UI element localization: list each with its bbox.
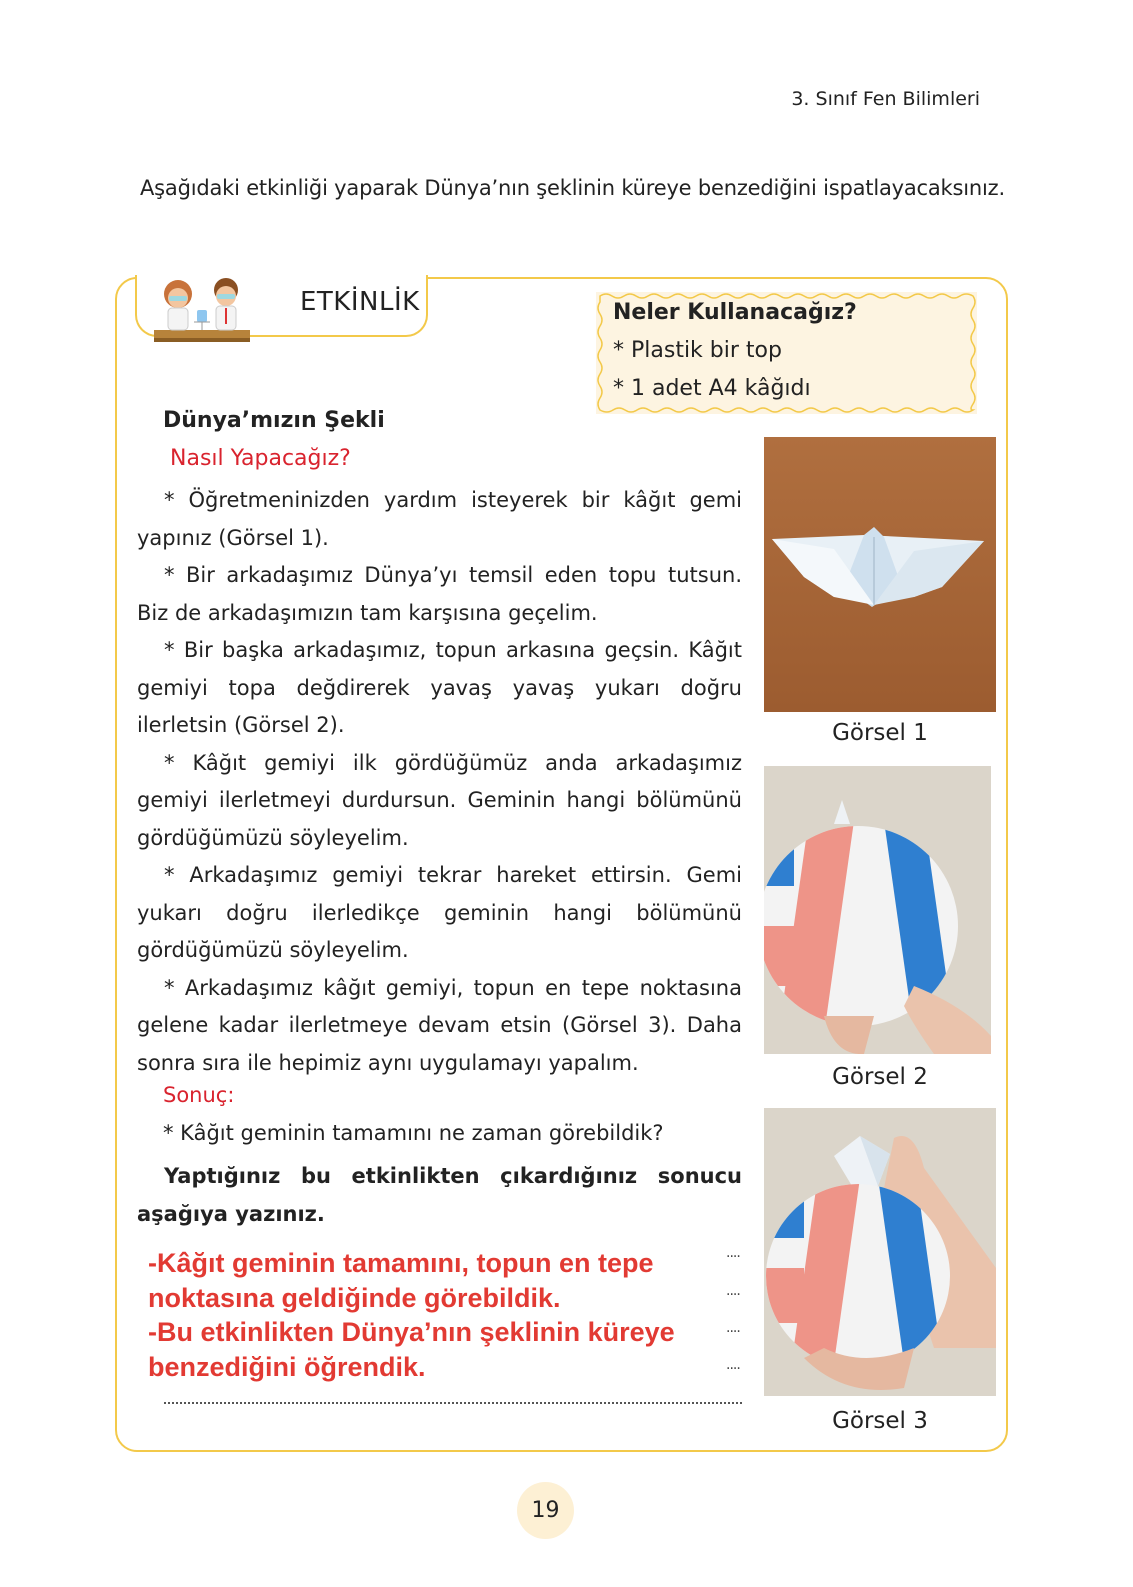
writing-line <box>164 1402 742 1404</box>
activity-title: Dünya’mızın Şekli <box>163 408 385 433</box>
result-question: * Kâğıt geminin tamamını ne zaman görebildik? <box>163 1121 664 1145</box>
howto-heading: Nasıl Yapacağız? <box>170 446 351 471</box>
answer-line: noktasına geldiğinde görebildik. <box>148 1282 561 1313</box>
step: * Bir başka arkadaşımız, topun arkasına geçsin. Kâğıt gemiyi topa değdirerek yavaş yavaş yukarı doğru ilerletsin (Görsel 2). <box>137 638 742 737</box>
writing-dots: .... <box>726 1357 740 1373</box>
scientist-kids-icon <box>150 272 252 346</box>
instruction-text: Yaptığınız bu etkinlikten çıkardığınız sonucu aşağıya yazınız. <box>137 1164 742 1226</box>
answer-line: -Bu etkinlikten Dünya’nın şeklinin küreye <box>148 1317 675 1347</box>
photo-caption: Görsel 1 <box>832 720 928 746</box>
materials-title: Neler Kullanacağız? <box>613 300 857 325</box>
page-number: 19 <box>517 1482 574 1539</box>
photo-caption: Görsel 2 <box>832 1064 928 1090</box>
answer-text <box>148 1246 738 1384</box>
answer-line: -Kâğıt geminin tamamını, topun en tepe <box>148 1248 654 1278</box>
photo-caption: Görsel 3 <box>832 1408 928 1434</box>
steps-list <box>137 482 742 1082</box>
step: * Kâğıt gemiyi ilk gördüğümüz anda arkadaşımız gemiyi ilerletmeyi durdursun. Geminin hangi bölümünü gördüğümüzü söyleyelim. <box>137 750 742 850</box>
photo-ball-boat-tip <box>764 766 991 1054</box>
materials-box <box>596 292 977 414</box>
activity-tab-label: ETKİNLİK <box>300 287 420 317</box>
writing-dots: .... <box>726 1283 740 1299</box>
writing-dots: .... <box>726 1245 740 1261</box>
step: * Öğretmeninizden yardım isteyerek bir kâğıt gemi yapınız (Görsel 1). <box>137 488 742 550</box>
subject-header: 3. Sınıf Fen Bilimleri <box>791 88 980 110</box>
answer-line: benzediğini öğrendik. <box>148 1351 426 1382</box>
result-heading: Sonuç: <box>163 1083 235 1107</box>
intro-text: Aşağıdaki etkinliği yaparak Dünya’nın şeklinin küreye benzediğini ispatlayacaksınız. <box>140 176 1005 200</box>
photo-paper-boat <box>764 437 996 712</box>
material-item: * Plastik bir top <box>613 338 782 363</box>
writing-dots: .... <box>726 1320 740 1336</box>
photo-ball-boat-top <box>764 1108 996 1396</box>
material-item: * 1 adet A4 kâğıdı <box>613 376 811 401</box>
step: * Arkadaşımız gemiyi tekrar hareket ettirsin. Gemi yukarı doğru ilerledikçe geminin hangi bölümünü gördüğümüzü söyleyelim. <box>137 863 742 962</box>
step: * Bir arkadaşımız Dünya’yı temsil eden topu tutsun. Biz de arkadaşımızın tam karşısına geçelim. <box>137 563 742 625</box>
write-instruction <box>137 1158 742 1233</box>
step: * Arkadaşımız kâğıt gemiyi, topun en tepe noktasına gelene kadar ilerletmeye devam etsin (Görsel 3). Daha sonra sıra ile hepimiz aynı uygulamayı yapalım. <box>137 975 742 1075</box>
